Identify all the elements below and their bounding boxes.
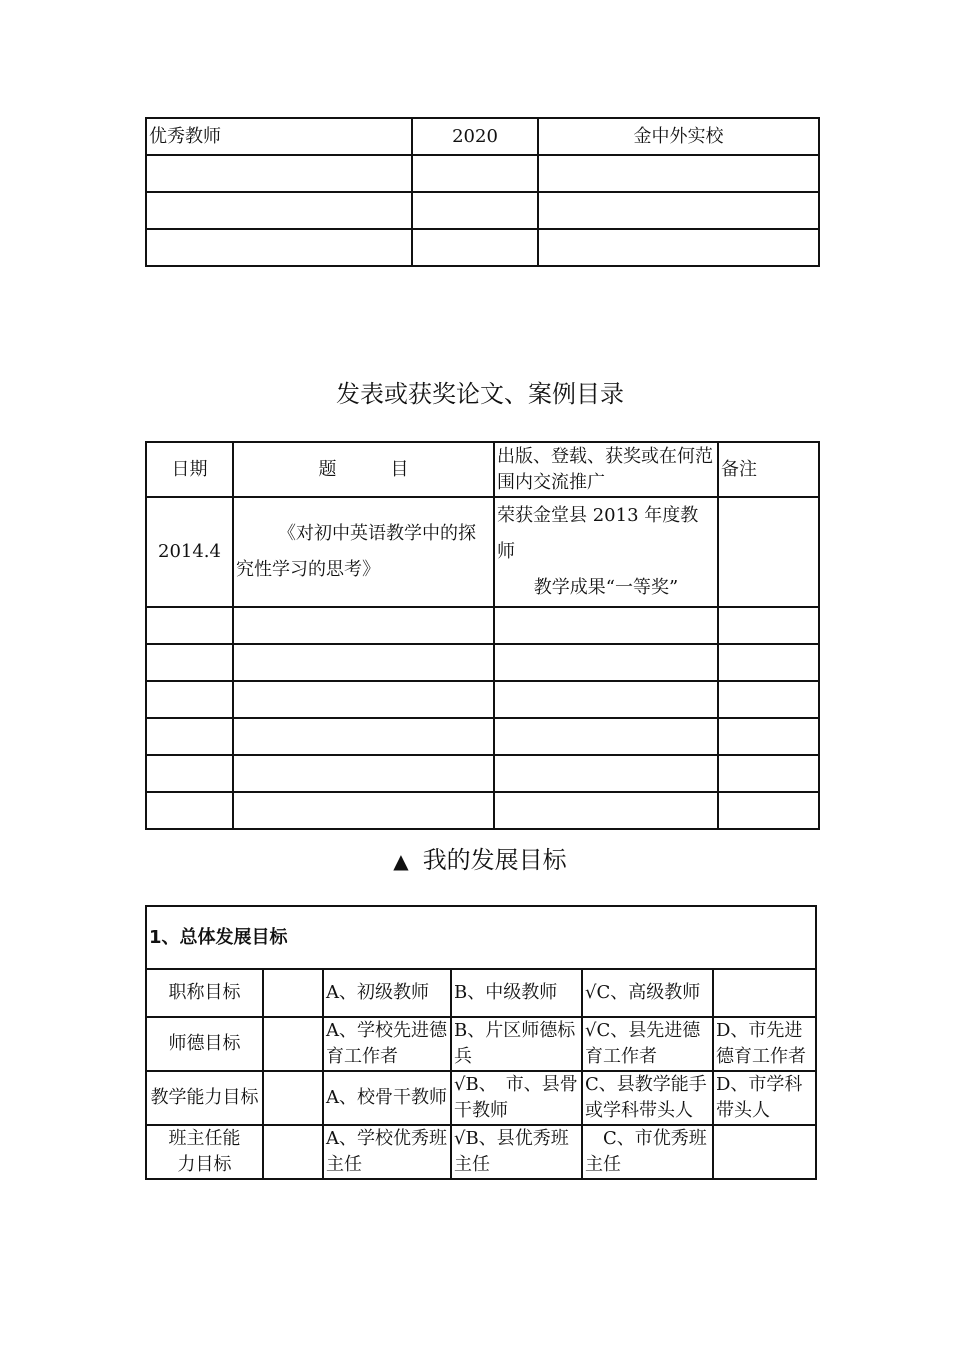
paper-award — [494, 497, 718, 607]
table-row — [146, 118, 819, 155]
award-year-cell — [412, 229, 538, 266]
paper-award-line1: 荣获金堂县 2013 年度教师 — [497, 505, 699, 562]
empty-cell — [146, 607, 233, 644]
goal-option-a: A、学校先进德育工作者 — [323, 1017, 451, 1071]
goals-table — [145, 905, 817, 1180]
empty-cell — [494, 792, 718, 829]
papers-table — [145, 441, 820, 830]
empty-cell — [718, 718, 819, 755]
empty-cell — [233, 755, 494, 792]
goal-option-b: √B、 市、县骨干教师 — [451, 1071, 582, 1125]
table-header-row — [146, 442, 819, 497]
paper-date: 2014.4 — [146, 497, 233, 607]
empty-cell — [718, 792, 819, 829]
award-name-cell — [146, 229, 412, 266]
empty-cell — [233, 718, 494, 755]
table-row — [146, 906, 816, 969]
header-note: 备注 — [718, 442, 819, 497]
table-row — [146, 718, 819, 755]
goal-option-d — [713, 969, 816, 1017]
awards-table — [145, 117, 820, 267]
empty-cell — [263, 1071, 323, 1125]
table-row — [146, 644, 819, 681]
goal-row-label: 职称目标 — [146, 969, 263, 1017]
award-issuer-cell — [538, 229, 819, 266]
empty-cell — [263, 1017, 323, 1071]
goal-option-c: √C、高级教师 — [582, 969, 713, 1017]
empty-cell — [146, 792, 233, 829]
award-name-cell: 优秀教师 — [146, 118, 412, 155]
table-row — [146, 497, 819, 607]
goal-option-c: C、县教学能手或学科带头人 — [582, 1071, 713, 1125]
empty-cell — [494, 755, 718, 792]
award-name-cell — [146, 155, 412, 192]
empty-cell — [718, 681, 819, 718]
header-date: 日期 — [146, 442, 233, 497]
goals-section-title — [0, 840, 960, 875]
header-topic: 题 目 — [233, 442, 494, 497]
triangle-icon: ▲ — [393, 849, 409, 873]
award-year-cell — [412, 155, 538, 192]
award-year-cell — [412, 192, 538, 229]
award-issuer-cell — [538, 192, 819, 229]
table-row — [146, 229, 819, 266]
paper-topic — [233, 497, 494, 607]
empty-cell — [494, 644, 718, 681]
overall-goal-label: 1、总体发展目标 — [146, 906, 816, 969]
empty-cell — [718, 644, 819, 681]
empty-cell — [718, 607, 819, 644]
empty-cell — [494, 718, 718, 755]
award-name-cell — [146, 192, 412, 229]
table-row — [146, 1125, 816, 1179]
table-row — [146, 792, 819, 829]
empty-cell — [146, 644, 233, 681]
goal-option-a: A、学校优秀班主任 — [323, 1125, 451, 1179]
goal-option-c: √C、县先进德育工作者 — [582, 1017, 713, 1071]
empty-cell — [146, 718, 233, 755]
goal-row-label: 班主任能力目标 — [146, 1125, 263, 1179]
goal-option-c: C、市优秀班主任 — [582, 1125, 713, 1179]
table-row — [146, 155, 819, 192]
table-row — [146, 1071, 816, 1125]
goal-row-label: 师德目标 — [146, 1017, 263, 1071]
papers-section-title: 发表或获奖论文、案例目录 — [336, 380, 624, 408]
goals-title-text: 我的发展目标 — [422, 846, 567, 874]
paper-award-line2: 教学成果“一等奖” — [533, 577, 679, 598]
table-row — [146, 607, 819, 644]
empty-cell — [233, 681, 494, 718]
empty-cell — [494, 681, 718, 718]
goal-option-a: A、校骨干教师 — [323, 1071, 451, 1125]
goal-option-d: D、市先进德育工作者 — [713, 1017, 816, 1071]
empty-cell — [233, 644, 494, 681]
empty-cell — [263, 969, 323, 1017]
goal-option-d: D、市学科带头人 — [713, 1071, 816, 1125]
empty-cell — [233, 607, 494, 644]
empty-cell — [263, 1125, 323, 1179]
table-row — [146, 755, 819, 792]
paper-note — [718, 497, 819, 607]
empty-cell — [718, 755, 819, 792]
table-row — [146, 1017, 816, 1071]
goal-row-label: 教学能力目标 — [146, 1071, 263, 1125]
table-row — [146, 681, 819, 718]
goal-option-b: B、中级教师 — [451, 969, 582, 1017]
empty-cell — [233, 792, 494, 829]
header-publication: 出版、登载、获奖或在何范围内交流推广 — [494, 442, 718, 497]
empty-cell — [146, 681, 233, 718]
paper-topic-line1: 《对初中英语教学中的探 — [278, 523, 476, 544]
goal-option-b: √B、县优秀班主任 — [451, 1125, 582, 1179]
goal-option-d — [713, 1125, 816, 1179]
award-issuer-cell: 金中外实校 — [538, 118, 819, 155]
table-row — [146, 969, 816, 1017]
goal-option-b: B、片区师德标兵 — [451, 1017, 582, 1071]
empty-cell — [146, 755, 233, 792]
award-issuer-cell — [538, 155, 819, 192]
empty-cell — [494, 607, 718, 644]
paper-topic-line2: 究性学习的思考》 — [236, 559, 380, 580]
goal-option-a: A、初级教师 — [323, 969, 451, 1017]
table-row — [146, 192, 819, 229]
award-year-cell: 2020 — [412, 118, 538, 155]
